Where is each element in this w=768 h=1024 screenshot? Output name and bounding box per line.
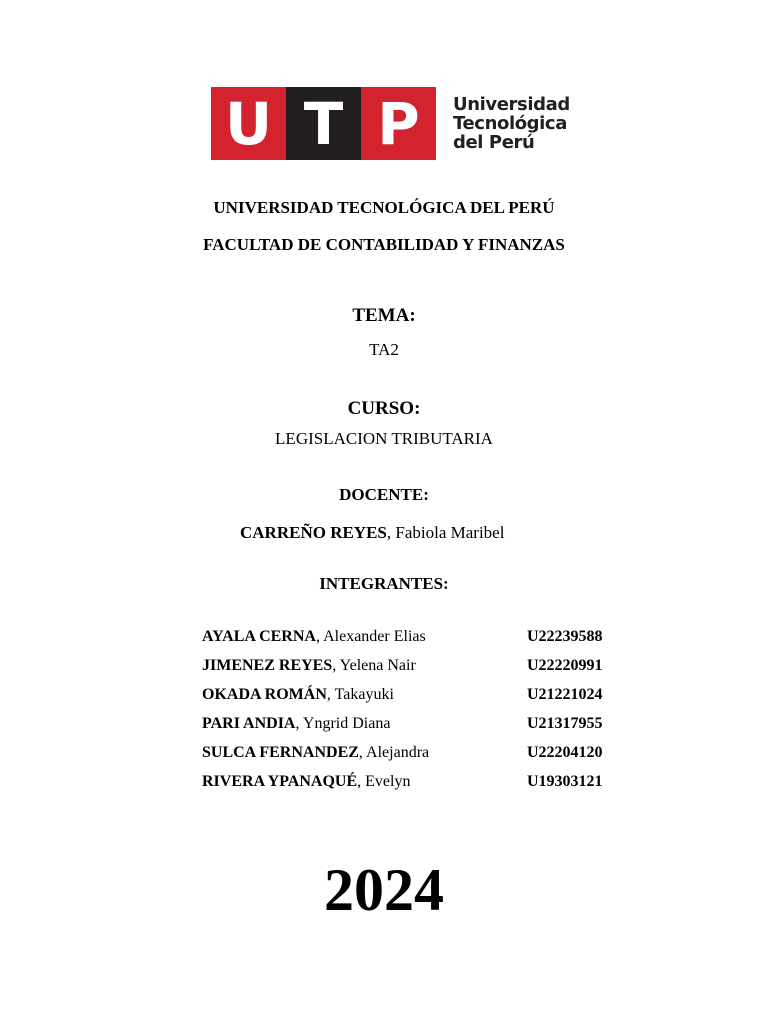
member-surname: PARI ANDIA	[202, 715, 296, 732]
tema-value: TA2	[369, 340, 399, 359]
member-row	[202, 744, 622, 773]
logo-name-line-3: del Perú	[453, 132, 535, 153]
logo-name-line-2: Tecnológica	[453, 113, 567, 134]
tema-label: TEMA:	[352, 305, 416, 326]
member-surname: SULCA FERNANDEZ	[202, 744, 359, 761]
member-row	[202, 686, 622, 715]
member-surname: OKADA ROMÁN	[202, 686, 327, 703]
logo-wordmark	[453, 95, 570, 152]
member-row	[202, 628, 622, 657]
member-given-name: , Evelyn	[357, 773, 411, 790]
member-given-name: , Alexander Elias	[315, 628, 426, 645]
member-code: U22220991	[527, 657, 603, 674]
logo-name-line-1: Universidad	[453, 94, 570, 115]
member-given-name: , Yelena Nair	[332, 657, 416, 674]
institution-name: UNIVERSIDAD TECNOLÓGICA DEL PERÚ	[213, 198, 555, 217]
member-code: U22204120	[527, 744, 603, 761]
member-code: U21317955	[527, 715, 603, 732]
docente-given-name: , Fabiola Maribel	[386, 523, 505, 542]
utp-logo	[211, 87, 570, 160]
docente-surname: CARREÑO REYES	[240, 523, 387, 542]
logo-letter-u: U	[211, 87, 286, 160]
member-given-name: , Yngrid Diana	[295, 715, 391, 732]
logo-letter-p: P	[361, 87, 436, 160]
logo-letter-t: T	[286, 87, 361, 160]
member-given-name: , Takayuki	[326, 686, 394, 703]
members-list	[202, 628, 622, 802]
integrantes-label: INTEGRANTES:	[319, 574, 449, 593]
docente-name	[240, 523, 504, 543]
faculty-name: FACULTAD DE CONTABILIDAD Y FINANZAS	[203, 235, 565, 254]
member-surname: AYALA CERNA	[202, 628, 316, 645]
curso-label: CURSO:	[347, 398, 421, 419]
member-code: U22239588	[527, 628, 603, 645]
member-given-name: , Alejandra	[358, 744, 430, 761]
member-row	[202, 773, 622, 802]
member-code: U21221024	[527, 686, 603, 703]
docente-label: DOCENTE:	[339, 485, 429, 504]
member-code: U19303121	[527, 773, 603, 790]
year: 2024	[324, 857, 444, 923]
member-row	[202, 715, 622, 744]
member-row	[202, 657, 622, 686]
curso-value: LEGISLACION TRIBUTARIA	[275, 429, 493, 448]
member-surname: RIVERA YPANAQUÉ	[202, 773, 358, 790]
member-surname: JIMENEZ REYES	[202, 657, 333, 674]
